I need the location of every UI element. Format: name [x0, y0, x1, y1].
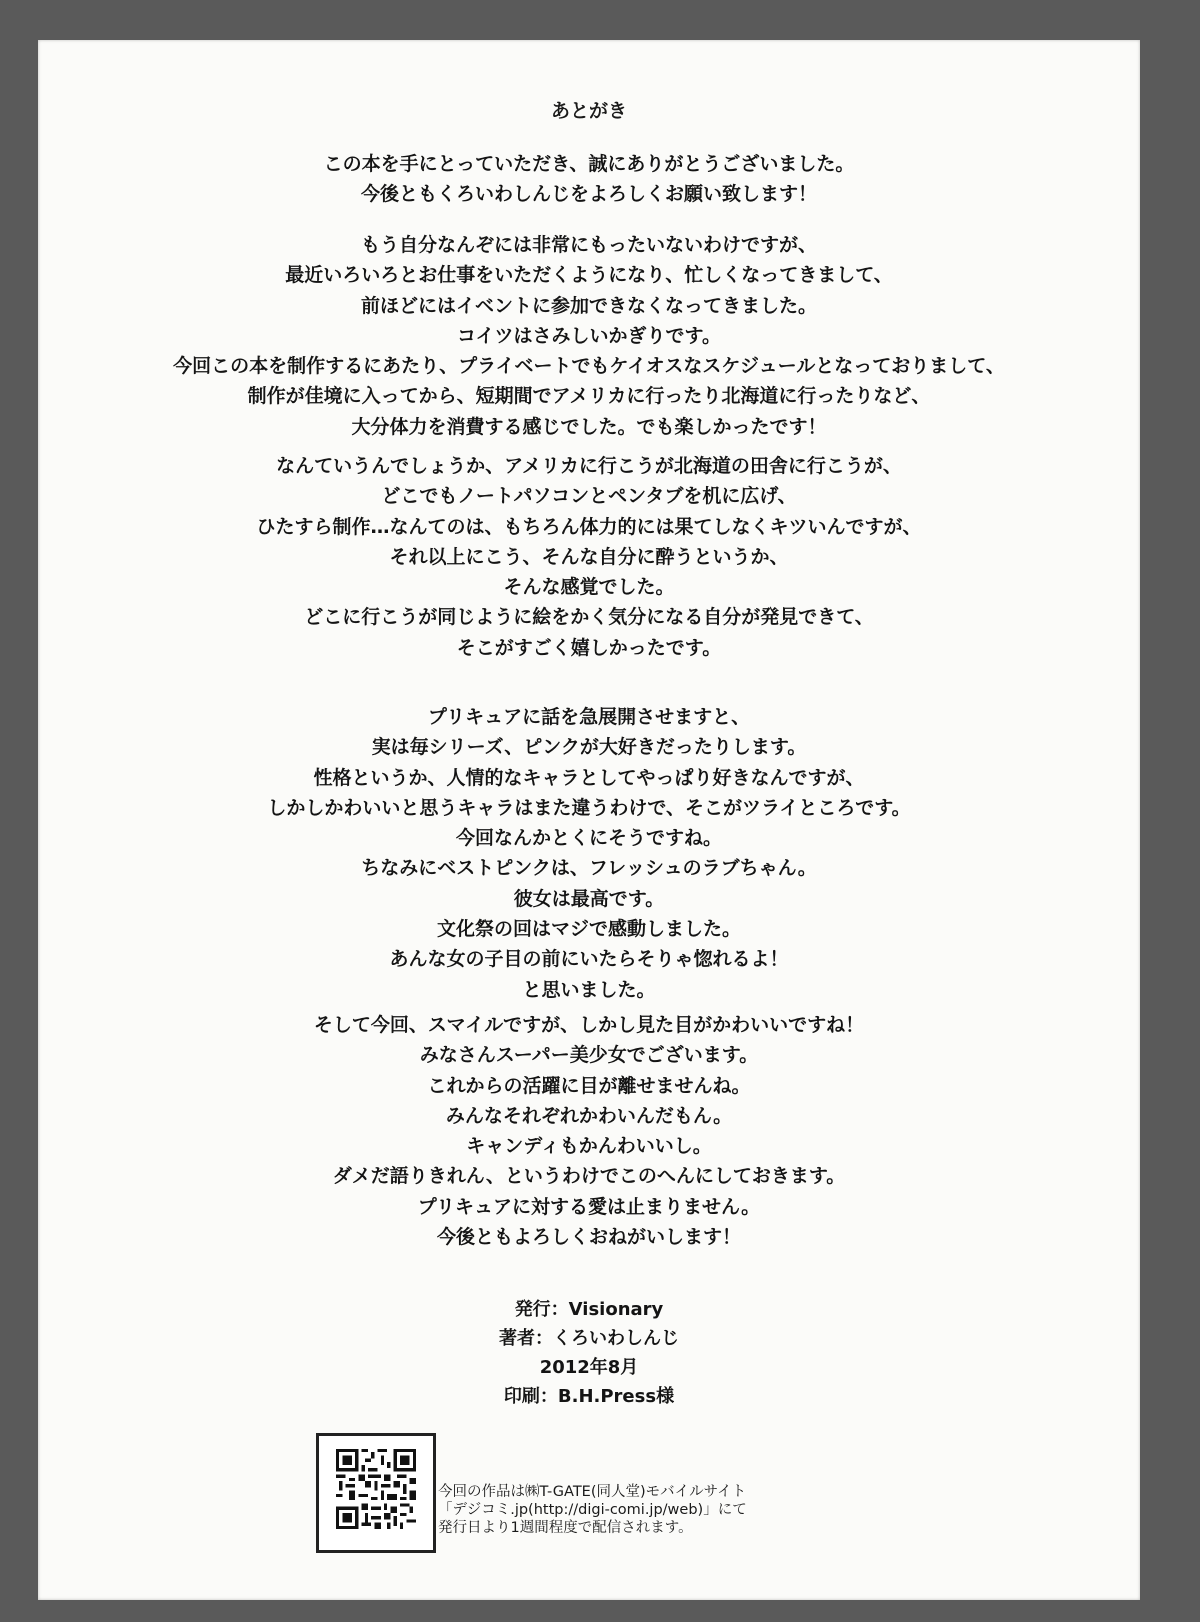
text-line: と思いました。 — [522, 978, 656, 1001]
text-line: しかしかわいいと思うキャラはまた違うわけで、そこがツライところです。 — [267, 796, 911, 819]
text-line: 今後ともくろいわしんじをよろしくお願い致します！ — [360, 183, 817, 206]
printer-line: 印刷：B.H.Press様 — [503, 1386, 675, 1407]
text-line: ちなみにベストピンクは、フレッシュのラブちゃん。 — [361, 857, 817, 880]
text-line: 性格というか、人情的なキャラとしてやっぱり好きなんですが、 — [313, 766, 865, 789]
text-line: キャンディもかんわいいし。 — [466, 1135, 712, 1158]
notice-line: 今回の作品は㈱T-GATE(同人堂)モバイルサイト — [438, 1484, 747, 1500]
text-line: これからの活躍に目が離せませんね。 — [427, 1074, 751, 1097]
text-line: 今回なんかとくにそうですね。 — [455, 827, 722, 850]
notice-line: 発行日より1週間程度で配信されます。 — [438, 1520, 693, 1536]
notice-line: 「デジコミ.jp(http://digi-comi.jp/web)」にて — [438, 1502, 747, 1518]
date-line: 2012年8月 — [539, 1357, 639, 1378]
text-line: そんな感覚でした。 — [503, 576, 675, 599]
text-line: 今回この本を制作するにあたり、プライベートでもケイオスなスケジュールとなっておりまして、 — [173, 355, 1005, 378]
text-line: 彼女は最高です。 — [513, 887, 665, 910]
qr-code-icon — [316, 1433, 436, 1553]
qr-code-graphic — [336, 1449, 416, 1529]
author-line: 著者：くろいわしんじ — [499, 1328, 679, 1349]
text-line: それ以上にこう、そんな自分に酔うというか、 — [389, 545, 789, 568]
text-line: そこがすごく嬉しかったです。 — [456, 636, 722, 659]
text-line: 今後ともよろしくおねがいします！ — [436, 1226, 741, 1249]
text-line: どこに行こうが同じように絵をかく気分になる自分が発見できて、 — [304, 606, 874, 629]
text-line: 前ほどにはイベントに参加できなくなってきました。 — [360, 294, 817, 317]
text-line: コイツはさみしいかぎりです。 — [457, 324, 721, 347]
text-line: あんな女の子目の前にいたらそりゃ惚れるよ！ — [389, 948, 789, 971]
text-line: 制作が佳境に入ってから、短期間でアメリカに行ったり北海道に行ったりなど、 — [247, 385, 931, 408]
text-line: もう自分なんぞには非常にもったいないわけですが、 — [360, 234, 817, 256]
text-line: なんていうんでしょうか、アメリカに行こうが北海道の田舎に行こうが、 — [276, 455, 902, 477]
afterword-page — [38, 40, 1140, 1600]
text-line: ひたすら制作…なんてのは、もちろん体力的には果てしなくキツいんですが、 — [256, 515, 922, 538]
text-line: ダメだ語りきれん、というわけでこのへんにしておきます。 — [332, 1165, 846, 1188]
paragraph-schedule — [38, 230, 1140, 442]
paragraph-precure — [38, 702, 1140, 1005]
page-title: あとがき — [550, 100, 627, 122]
publication-info — [38, 1295, 1140, 1411]
text-line: 大分体力を消費する感じでした。でも楽しかったです！ — [351, 415, 827, 438]
paragraph-travel — [38, 451, 1140, 663]
text-line: 文化祭の回はマジで感動しました。 — [436, 918, 741, 941]
text-line: みんなそれぞれかわいんだもん。 — [445, 1104, 733, 1127]
text-line: そして今回、スマイルですが、しかし見た目がかわいいですね！ — [313, 1014, 865, 1036]
text-line: みなさんスーパー美少女でございます。 — [419, 1044, 759, 1067]
paragraph-thanks — [38, 149, 1140, 210]
text-line: この本を手にとっていただき、誠にありがとうございました。 — [323, 153, 855, 175]
text-line: どこでもノートパソコンとペンタブを机に広げ、 — [381, 485, 797, 508]
text-line: プリキュアに対する愛は止まりません。 — [417, 1195, 761, 1218]
text-line: 実は毎シリーズ、ピンクが大好きだったりします。 — [371, 736, 807, 759]
text-line: 最近いろいろとお仕事をいただくようになり、忙しくなってきまして、 — [285, 264, 893, 287]
text-line: プリキュアに話を急展開させますと、 — [427, 706, 751, 728]
paragraph-smile — [38, 1010, 1140, 1252]
publisher-line: 発行：Visionary — [514, 1299, 664, 1320]
distribution-notice — [438, 1483, 747, 1537]
